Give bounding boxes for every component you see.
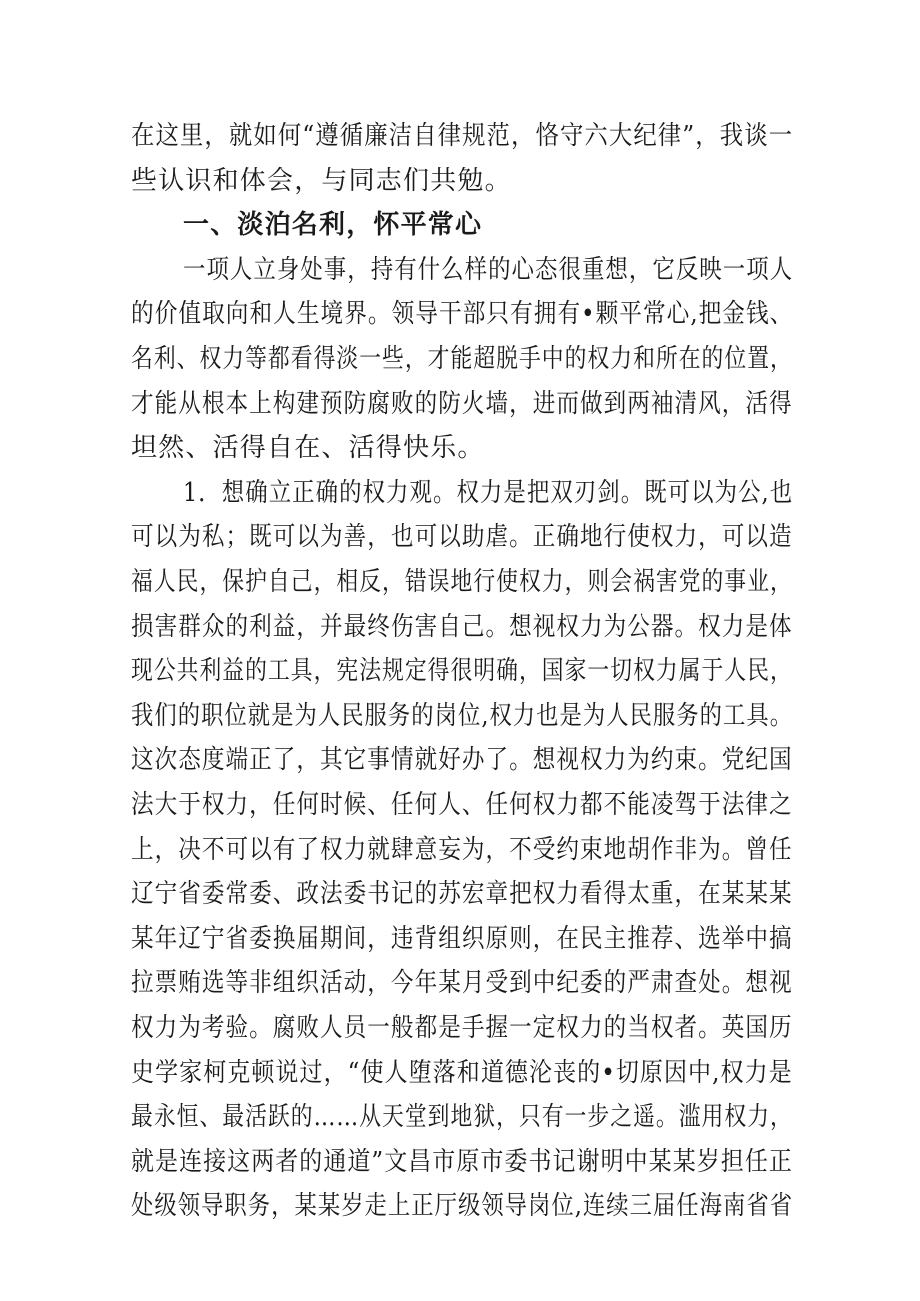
text-line: 1．想确立正确的权力观。权力是把双刃剑。既可以为公,也 xyxy=(183,477,794,508)
text-line: 权力为考验。腐败人员一般都是手握一定权力的当权者。英国历 xyxy=(131,1013,793,1043)
text-line: 损害群众的利益，并最终伤害自己。想视权力为公器。权力是体 xyxy=(131,611,793,642)
text-line: 拉票贿选等非组织活动，今年某月受到中纪委的严肃查处。想视 xyxy=(131,968,793,999)
text-line: 这次态度端正了，其它事情就好办了。想视权力为约束。党纪国 xyxy=(131,745,793,776)
text-line: 现公共利益的工具，宪法规定得很明确，国家一切权力属于人民， xyxy=(131,656,793,687)
text-line: 某年辽宁省委换届期间，违背组织原则，在民主推荐、选举中搞 xyxy=(131,923,793,954)
text-line: 名利、权力等都看得淡一些，才能超脱手中的权力和所在的位置， xyxy=(131,344,793,374)
text-line: 才能从根本上构建预防腐败的防火墙，进而做到两袖清风，活得 xyxy=(131,388,793,419)
text-line: 最永恒、最活跃的……从天堂到地狱，只有一步之遥。滥用权力， xyxy=(131,1102,793,1133)
text-line: 在这里，就如何“遵循廉洁自律规范，恪守六大纪律”，我谈一 xyxy=(131,121,794,151)
text-line: 辽宁省委常委、政法委书记的苏宏章把权力看得太重，在某某某 xyxy=(131,879,793,910)
text-line: 些认识和体会，与同志们共勉。 xyxy=(131,165,512,196)
text-line: 就是连接这两者的通道”文昌市原市委书记谢明中某某岁担任正 xyxy=(131,1146,793,1177)
text-line: 上，决不可以有了权力就肆意妄为，不受约束地胡作非为。曾任 xyxy=(131,834,793,865)
text-line: 坦然、活得自在、活得快乐。 xyxy=(131,433,485,464)
text-line: 处级领导职务，某某岁走上正厅级领导岗位,连续三届任海南省省 xyxy=(131,1191,794,1222)
text-line: 可以为私；既可以为善，也可以助虐。正确地行使权力，可以造 xyxy=(131,522,793,553)
text-line: 福人民，保护自己，相反，错误地行使权力，则会祸害党的事业， xyxy=(131,567,793,597)
text-line: 的价值取向和人生境界。领导干部只有拥有•颗平常心,把金钱、 xyxy=(131,299,794,330)
text-line: 一项人立身处事，持有什么样的心态很重想，它反映一项人 xyxy=(183,254,794,285)
text-line: 史学家柯克顿说过，“使人堕落和道德沦丧的•切原因中,权力是 xyxy=(131,1057,793,1088)
section-heading: 一、淡泊名利，怀平常心 xyxy=(183,210,483,241)
text-line: 我们的职位就是为人民服务的岗位,权力也是为人民服务的工具。 xyxy=(131,700,794,731)
text-line: 法大于权力，任何时候、任何人、任何权力都不能凌驾于法律之 xyxy=(131,790,793,820)
